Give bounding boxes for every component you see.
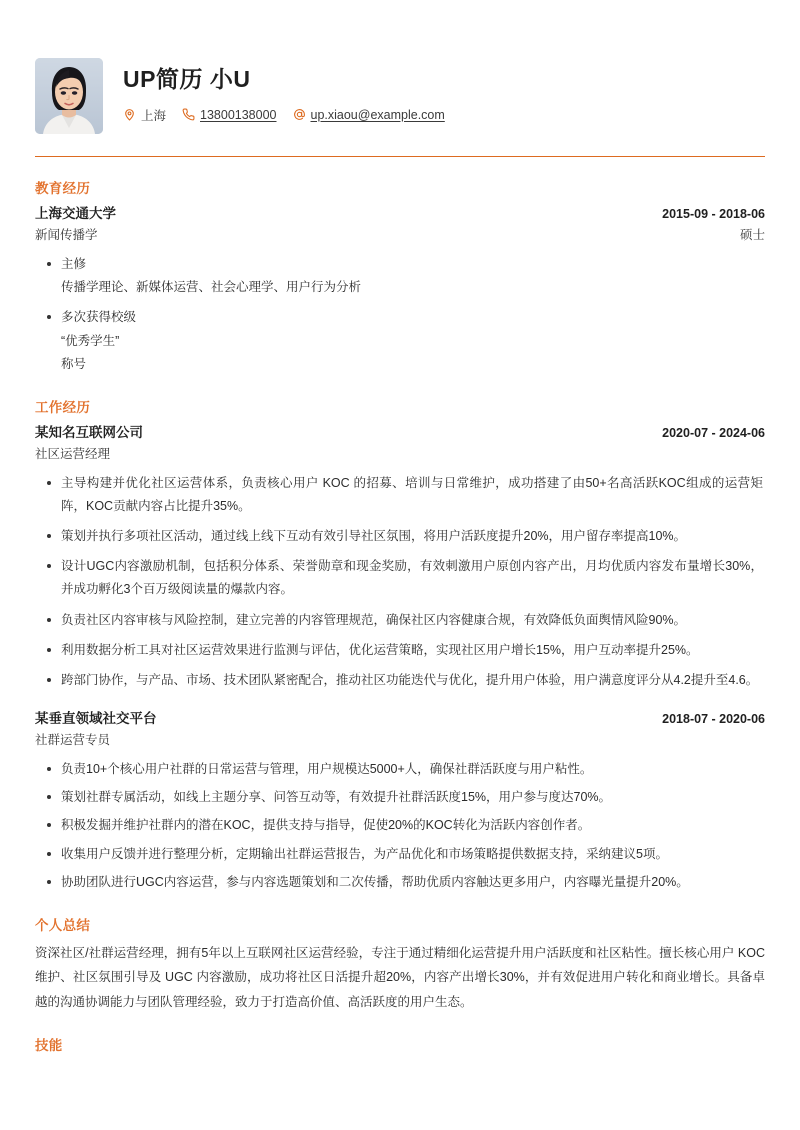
bullet-line-2: 传播学理论、新媒体运营、社会心理学、用户行为分析	[61, 280, 362, 295]
list-item: 负责社区内容审核与风险控制，建立完善的内容管理规范，确保社区内容健康合规，有效降低负面舆情风险90%。	[61, 609, 765, 632]
bullet-line-1: 主修	[61, 257, 87, 272]
work-entry	[35, 423, 765, 692]
work-entry	[35, 709, 765, 894]
list-item: 跨部门协作，与产品、市场、技术团队紧密配合，推动社区功能迭代与优化，提升用户体验，用户满意度评分从4.2提升至4.6。	[61, 669, 765, 692]
email-at-icon	[293, 108, 306, 121]
avatar	[35, 58, 103, 134]
work-entry-sub	[35, 730, 765, 751]
contact-phone[interactable]	[182, 108, 276, 122]
education-entry	[35, 204, 765, 376]
list-item	[61, 306, 765, 375]
bullet-line-3: 称号	[61, 356, 87, 371]
person-name: UP简历 小U	[123, 66, 251, 92]
contact-location	[123, 106, 166, 124]
section-summary	[30, 914, 770, 1014]
work-date: 2020-07 - 2024-06	[662, 425, 765, 440]
list-item: 主导构建并优化社区运营体系，负责核心用户 KOC 的招募、培训与日常维护，成功搭建了由50+名高活跃KOC组成的运营矩阵，KOC贡献内容占比提升35%。	[61, 472, 765, 518]
work-entry-head	[35, 423, 765, 444]
section-skills	[30, 1034, 770, 1054]
school-name: 上海交通大学	[35, 206, 116, 221]
education-bullets	[35, 253, 765, 376]
contact-phone-text[interactable]: 13800138000	[200, 107, 277, 122]
work-date: 2018-07 - 2020-06	[662, 711, 765, 726]
list-item: 积极发掘并维护社群内的潜在KOC，提供支持与指导，促使20%的KOC转化为活跃内容创作者。	[61, 814, 765, 837]
list-item: 收集用户反馈并进行整理分析，定期输出社群运营报告，为产品优化和市场策略提供数据支持，采纳建议5项。	[61, 843, 765, 866]
company-name: 某知名互联网公司	[35, 424, 143, 440]
list-item: 利用数据分析工具对社区运营效果进行监测与评估，优化运营策略，实现社区用户增长15%，用户互动率提升25%。	[61, 639, 765, 662]
list-item: 协助团队进行UGC内容运营，参与内容选题策划和二次传播，帮助优质内容触达更多用户，内容曝光量提升20%。	[61, 871, 765, 894]
education-entry-sub	[35, 225, 765, 246]
location-pin-icon	[123, 108, 136, 121]
contact-location-text: 上海	[141, 108, 167, 123]
work-entry-sub	[35, 444, 765, 465]
list-item: 负责10+个核心用户社群的日常运营与管理，用户规模达5000+人，确保社群活跃度与用户粘性。	[61, 758, 765, 781]
summary-text: 资深社区/社群运营经理，拥有5年以上互联网社区运营经验，专注于通过精细化运营提升用户活跃度和社区粘性。擅长核心用户 KOC 维护、社区氛围引导及 UGC 内容激励，成功将社区日活提升超20%，内容产出增长30%，并有效促进用户转化和商业增长。具备卓越的沟通协调能力与团队管理经验，致力于打造高价值、高活跃度的用户生态。	[35, 945, 765, 1009]
list-item: 策划并执行多项社区活动，通过线上线下互动有效引导社区氛围，将用户活跃度提升20%，用户留存率提高10%。	[61, 525, 765, 548]
section-title-work: 工作经历	[35, 399, 91, 415]
work-bullets	[35, 758, 765, 894]
resume-header	[30, 0, 770, 134]
company-name: 某垂直领域社交平台	[35, 710, 157, 726]
job-title: 社群运营专员	[35, 732, 111, 747]
degree-name: 硕士	[739, 227, 765, 242]
education-entry-head	[35, 204, 765, 225]
section-education	[30, 177, 770, 376]
work-entry-spacer	[35, 699, 765, 709]
section-title-education: 教育经历	[35, 181, 91, 196]
contact-email[interactable]	[293, 108, 445, 122]
school-date: 2015-09 - 2018-06	[662, 207, 765, 221]
identity-block	[123, 58, 455, 124]
bullet-line-2: “优秀学生”	[61, 333, 120, 348]
work-bullets	[35, 472, 765, 692]
list-item: 策划社群专属活动，如线上主题分享、问答互动等，有效提升社群活跃度15%，用户参与度达70%。	[61, 786, 765, 809]
contact-email-text[interactable]: up.xiaou@example.com	[310, 107, 445, 122]
major-name: 新闻传播学	[35, 227, 98, 242]
list-item	[61, 253, 765, 299]
section-work	[30, 396, 770, 894]
job-title: 社区运营经理	[35, 446, 111, 461]
section-title-summary: 个人总结	[35, 917, 91, 933]
list-item: 设计UGC内容激励机制，包括积分体系、荣誉勋章和现金奖励，有效刺激用户原创内容产出，月均优质内容发布量增长30%，并成功孵化3个百万级阅读量的爆款内容。	[61, 555, 765, 601]
phone-icon	[182, 108, 195, 121]
header-divider	[35, 156, 765, 157]
work-entry-head	[35, 709, 765, 730]
section-title-skills: 技能	[35, 1037, 63, 1053]
bullet-line-1: 多次获得校级	[61, 310, 137, 325]
contact-list	[123, 106, 455, 124]
